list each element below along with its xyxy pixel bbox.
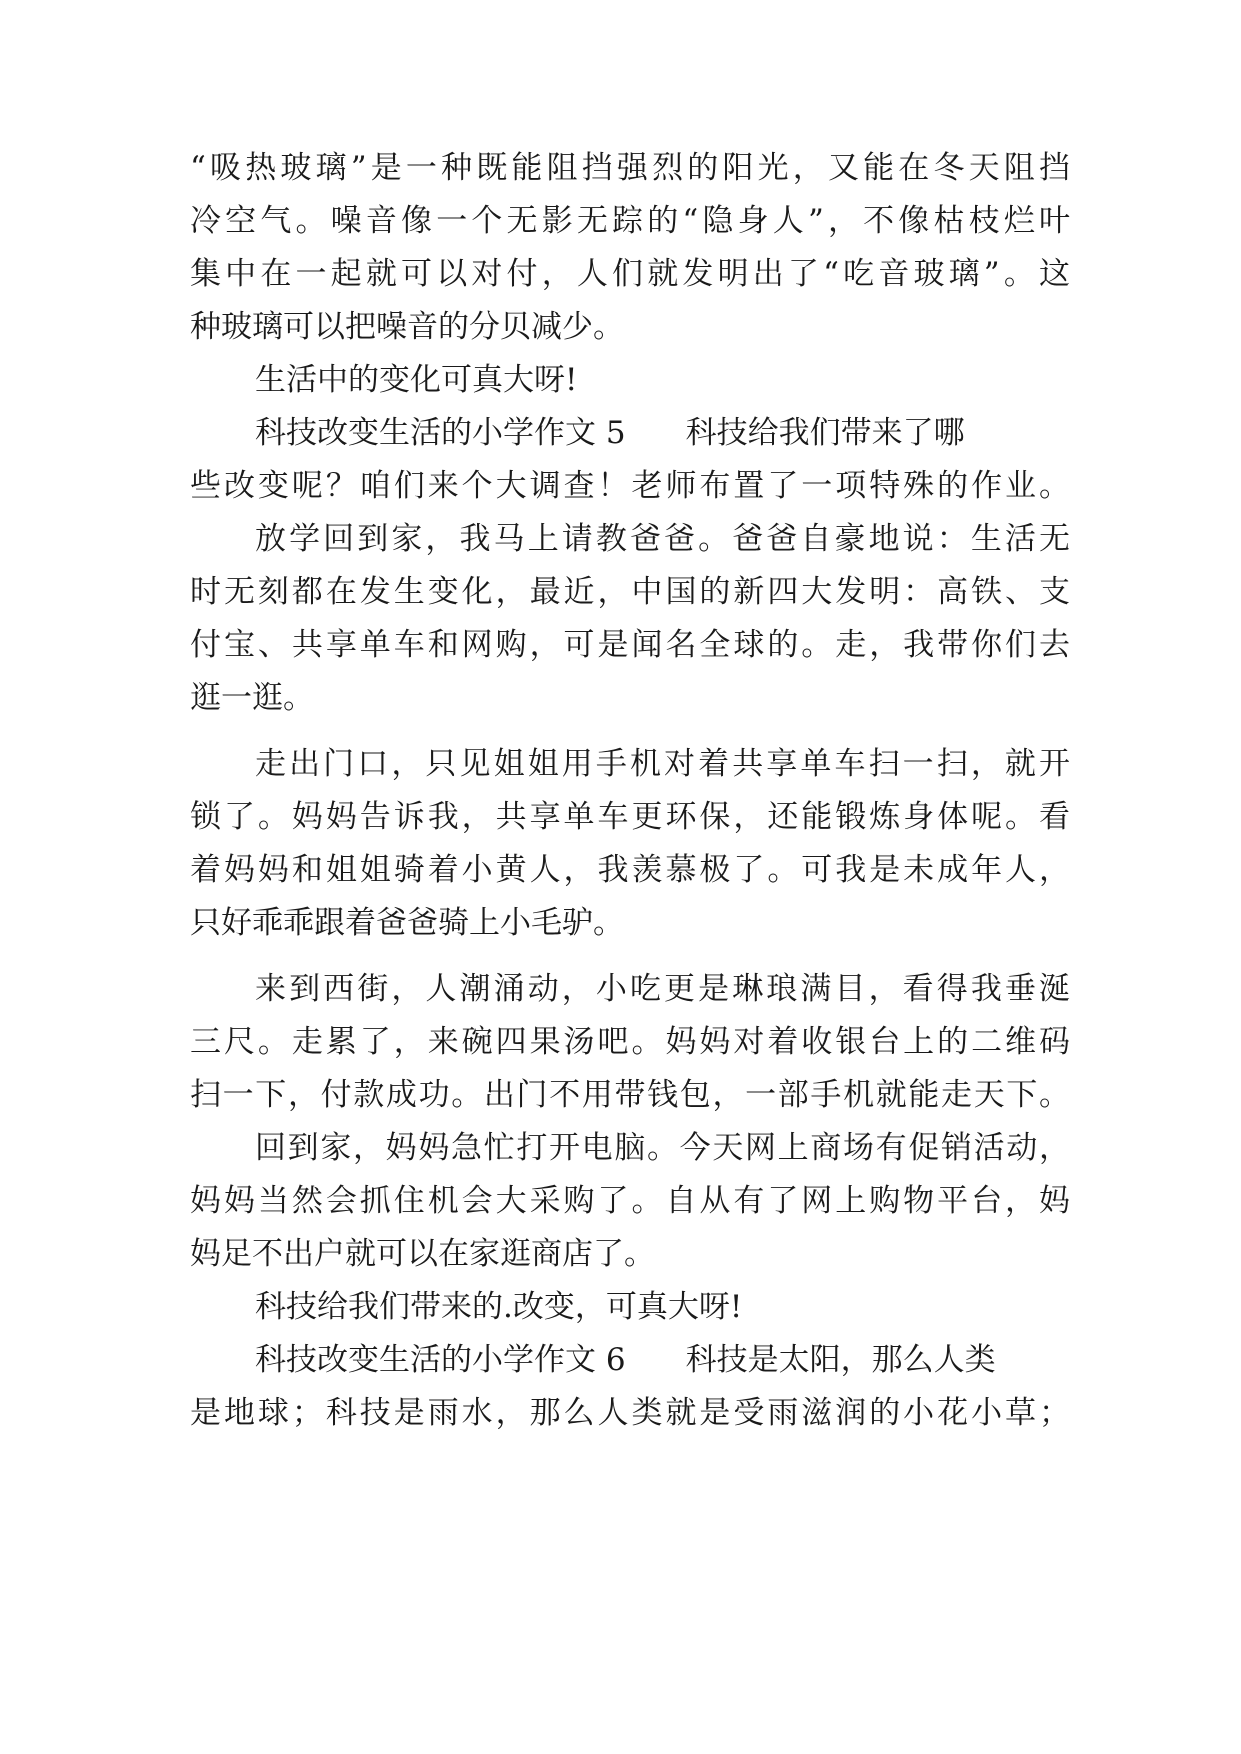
paragraph-start: 科技是太阳，那么人类 bbox=[685, 1342, 996, 1378]
essay-title: 科技改变生活的小学作文 5 bbox=[255, 415, 626, 451]
text-line: 逛一逛。 bbox=[190, 680, 314, 716]
text-line: “吸热玻璃”是一种既能阻挡强烈的阳光，又能在冬天阻挡 bbox=[190, 150, 1070, 186]
text-line: 妈足不出户就可以在家逛商店了。 bbox=[190, 1236, 655, 1272]
text-line: 时无刻都在发生变化，最近，中国的新四大发明：高铁、支 bbox=[190, 574, 1070, 610]
text-line: 集中在一起就可以对付，人们就发明出了“吃音玻璃”。这 bbox=[190, 256, 1070, 292]
text-line: 扫一下，付款成功。出门不用带钱包，一部手机就能走天下。 bbox=[190, 1077, 1070, 1113]
text-line: 三尺。走累了，来碗四果汤吧。妈妈对着收银台上的二维码 bbox=[190, 1024, 1070, 1060]
text-line: 只好乖乖跟着爸爸骑上小毛驴。 bbox=[190, 905, 624, 941]
text-line: 冷空气。噪音像一个无影无踪的“隐身人”，不像枯枝烂叶 bbox=[190, 203, 1070, 239]
text-line: 着妈妈和姐姐骑着小黄人，我羡慕极了。可我是未成年人， bbox=[190, 852, 1070, 888]
text-line: 付宝、共享单车和网购，可是闻名全球的。走，我带你们去 bbox=[190, 627, 1070, 663]
text-line: 些改变呢？咱们来个大调查！老师布置了一项特殊的作业。 bbox=[190, 468, 1070, 504]
essay-heading-line bbox=[255, 413, 1070, 453]
text-line: 来到西街，人潮涌动，小吃更是琳琅满目，看得我垂涎 bbox=[255, 971, 1070, 1007]
text-line: 是地球；科技是雨水，那么人类就是受雨滋润的小花小草； bbox=[190, 1395, 1070, 1431]
essay-heading-line bbox=[255, 1340, 1070, 1380]
text-line: 妈妈当然会抓住机会大采购了。自从有了网上购物平台，妈 bbox=[190, 1183, 1070, 1219]
text-line: 锁了。妈妈告诉我，共享单车更环保，还能锻炼身体呢。看 bbox=[190, 799, 1070, 835]
text-line: 种玻璃可以把噪音的分贝减少。 bbox=[190, 309, 624, 345]
essay-title: 科技改变生活的小学作文 6 bbox=[255, 1342, 626, 1378]
text-line: 走出门口，只见姐姐用手机对着共享单车扫一扫，就开 bbox=[255, 746, 1070, 782]
text-line: 生活中的变化可真大呀! bbox=[255, 362, 578, 398]
text-line: 回到家，妈妈急忙打开电脑。今天网上商场有促销活动， bbox=[255, 1130, 1070, 1166]
text-line: 放学回到家，我马上请教爸爸。爸爸自豪地说：生活无 bbox=[255, 521, 1070, 557]
text-line: 科技给我们带来的.改变，可真大呀! bbox=[255, 1289, 743, 1325]
paragraph-start: 科技给我们带来了哪 bbox=[685, 415, 965, 451]
